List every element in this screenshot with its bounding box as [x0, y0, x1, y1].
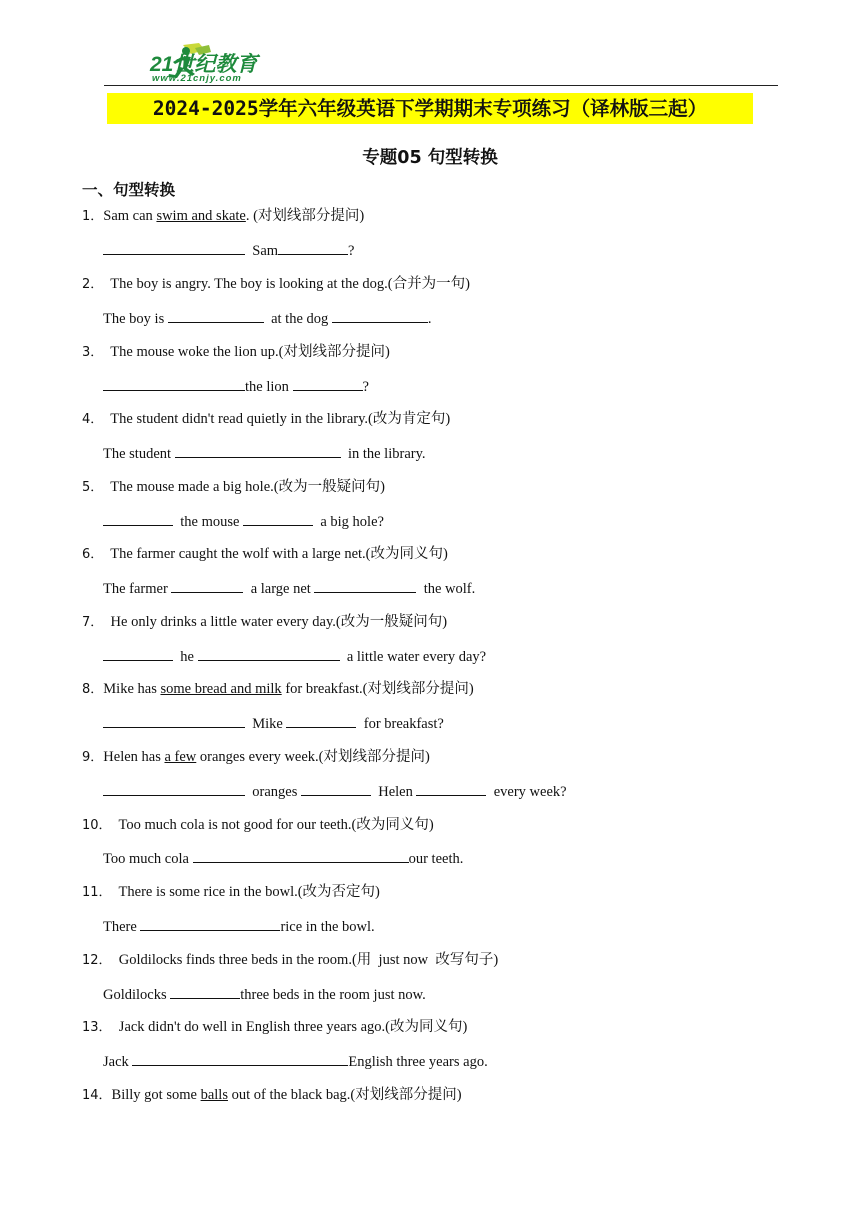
question-1: 1．Sam can swim and skate. (对划线部分提问) — [82, 208, 365, 224]
answer-line-4: The student in the library. — [103, 443, 426, 464]
question-11: 11． There is some rice in the bowl.(改为否定句) — [82, 884, 380, 900]
question-12: 12． Goldilocks finds three beds in the room.(用 just now 改写句子) — [82, 952, 499, 968]
answer-blank[interactable] — [175, 443, 341, 458]
answer-blank[interactable] — [198, 646, 340, 661]
logo-name: 21世纪教育 — [150, 53, 258, 76]
document-title: 2024-2025学年六年级英语下学期期末专项练习（译林版三起） — [107, 93, 753, 124]
answer-line-5: the mouse a big hole? — [103, 511, 384, 532]
answer-line-12: Goldilocks three beds in the room just now. — [103, 984, 426, 1005]
question-number: 1． — [82, 209, 104, 224]
answer-blank[interactable] — [132, 1051, 348, 1066]
underlined-phrase: some bread and milk — [160, 681, 282, 697]
answer-line-9: oranges Helen every week? — [103, 781, 567, 802]
answer-blank[interactable] — [103, 376, 245, 391]
question-5: 5． The mouse made a big hole.(改为一般疑问句) — [82, 479, 385, 495]
answer-line-3: the lion ? — [103, 376, 369, 397]
question-7: 7． He only drinks a little water every day.(改为一般疑问句) — [82, 614, 448, 630]
underlined-phrase: swim and skate — [156, 208, 246, 224]
answer-line-1: Sam ? — [103, 240, 354, 261]
logo-url: www.21cnjy.com — [152, 73, 242, 84]
underlined-phrase: balls — [200, 1087, 228, 1103]
answer-blank[interactable] — [103, 713, 245, 728]
answer-blank[interactable] — [243, 511, 313, 526]
question-13: 13． Jack didn't do well in English three years ago.(改为同义句) — [82, 1019, 468, 1035]
answer-line-13: Jack English three years ago. — [103, 1051, 488, 1072]
answer-blank[interactable] — [332, 308, 428, 323]
question-4: 4． The student didn't read quietly in the library.(改为肯定句) — [82, 411, 451, 427]
answer-blank[interactable] — [103, 781, 245, 796]
answer-blank[interactable] — [103, 646, 173, 661]
answer-blank[interactable] — [293, 376, 363, 391]
question-14: 14．Billy got some balls out of the black bag.(对划线部分提问) — [82, 1087, 462, 1103]
answer-line-2: The boy is at the dog . — [103, 308, 432, 329]
answer-blank[interactable] — [168, 308, 264, 323]
header-divider — [104, 85, 778, 86]
page-header — [104, 42, 778, 88]
answer-blank[interactable] — [140, 916, 280, 931]
answer-line-11: There rice in the bowl. — [103, 916, 375, 937]
answer-blank[interactable] — [314, 578, 416, 593]
answer-blank[interactable] — [103, 511, 173, 526]
document-subtitle: 专题05 句型转换 — [362, 148, 498, 168]
answer-blank[interactable] — [193, 848, 409, 863]
answer-line-10: Too much cola our teeth. — [103, 848, 463, 869]
section-heading: 一、句型转换 — [82, 181, 176, 199]
question-6: 6． The farmer caught the wolf with a large net.(改为同义句) — [82, 546, 448, 562]
question-10: 10． Too much cola is not good for our teeth.(改为同义句) — [82, 817, 434, 833]
answer-blank[interactable] — [171, 578, 243, 593]
question-9: 9．Helen has a few oranges every week.(对划线部分提问) — [82, 749, 430, 765]
answer-blank[interactable] — [170, 984, 240, 999]
question-2: 2． The boy is angry. The boy is looking at the dog.(合并为一句) — [82, 276, 470, 292]
question-3: 3． The mouse woke the lion up.(对划线部分提问) — [82, 344, 390, 360]
underlined-phrase: a few — [164, 749, 197, 765]
question-8: 8．Mike has some bread and milk for breakfast.(对划线部分提问) — [82, 681, 474, 697]
answer-blank[interactable] — [103, 240, 245, 255]
answer-blank[interactable] — [278, 240, 348, 255]
answer-line-8: Mike for breakfast? — [103, 713, 444, 734]
answer-blank[interactable] — [301, 781, 371, 796]
answer-line-6: The farmer a large net the wolf. — [103, 578, 475, 599]
answer-line-7: he a little water every day? — [103, 646, 486, 667]
answer-blank[interactable] — [286, 713, 356, 728]
answer-blank[interactable] — [416, 781, 486, 796]
